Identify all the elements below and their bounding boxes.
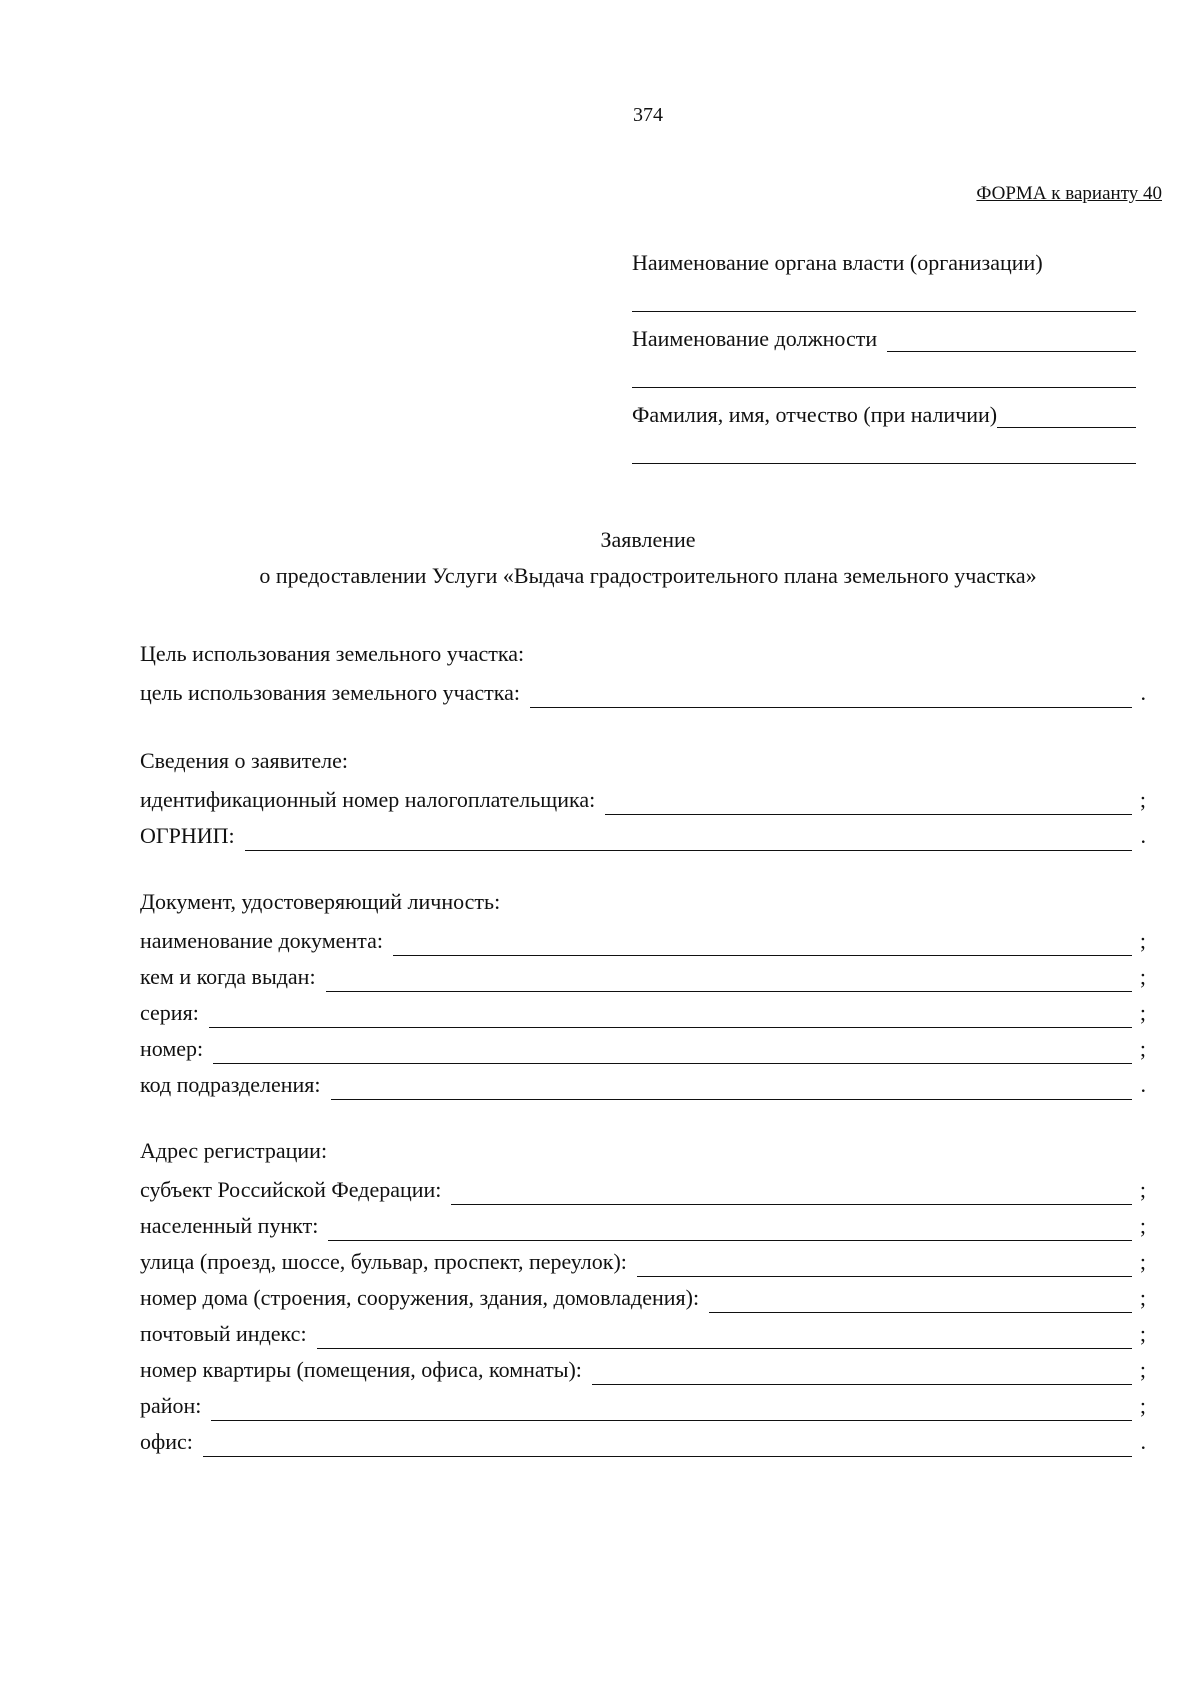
address-section bbox=[140, 1133, 1146, 1457]
office-field[interactable] bbox=[203, 1432, 1132, 1457]
locality-row bbox=[140, 1205, 1146, 1241]
authority-label: Наименование органа власти (организации) bbox=[632, 250, 1043, 275]
field-label: наименование документа: bbox=[140, 928, 383, 953]
field-label: код подразделения: bbox=[140, 1072, 321, 1097]
field-label: субъект Российской Федерации: bbox=[140, 1177, 442, 1202]
authority-field[interactable] bbox=[632, 276, 1136, 312]
line-end-mark: . bbox=[1140, 1429, 1146, 1454]
line-end-mark: ; bbox=[1139, 1000, 1146, 1025]
field-label: улица (проезд, шоссе, бульвар, проспект, переулок): bbox=[140, 1249, 627, 1274]
full-name-field-continued[interactable] bbox=[632, 428, 1136, 464]
line-end-mark: . bbox=[1140, 1072, 1146, 1097]
field-label: номер: bbox=[140, 1036, 204, 1061]
house-field[interactable] bbox=[709, 1288, 1132, 1313]
line-end-mark: ; bbox=[1139, 1213, 1146, 1238]
applicant-section bbox=[140, 743, 1146, 851]
line-end-mark: ; bbox=[1139, 964, 1146, 989]
apartment-field[interactable] bbox=[592, 1360, 1132, 1385]
line-end-mark: ; bbox=[1139, 1285, 1146, 1310]
line-end-mark: ; bbox=[1139, 1357, 1146, 1382]
region-row bbox=[140, 1169, 1146, 1205]
line-end-mark: ; bbox=[1139, 928, 1146, 953]
line-end-mark: ; bbox=[1139, 1393, 1146, 1418]
purpose-field[interactable] bbox=[530, 683, 1132, 708]
field-label: идентификационный номер налогоплательщика: bbox=[140, 787, 596, 812]
number-row bbox=[140, 1028, 1146, 1064]
field-label: номер квартиры (помещения, офиса, комнаты): bbox=[140, 1357, 582, 1382]
document-subtitle: о предоставлении Услуги «Выдача градостроительного плана земельного участка» bbox=[259, 563, 1037, 588]
field-label: район: bbox=[140, 1393, 202, 1418]
full-name-label: Фамилия, имя, отчество (при наличии) bbox=[632, 402, 998, 427]
field-label: серия: bbox=[140, 1000, 199, 1025]
identity-heading: Документ, удостоверяющий личность: bbox=[140, 889, 501, 914]
ogrnip-field[interactable] bbox=[245, 826, 1132, 851]
position-field-continued[interactable] bbox=[632, 352, 1136, 388]
street-row bbox=[140, 1241, 1146, 1277]
doc-name-field[interactable] bbox=[393, 931, 1132, 956]
district-row bbox=[140, 1385, 1146, 1421]
document-title: Заявление bbox=[600, 527, 696, 552]
postcode-field[interactable] bbox=[317, 1324, 1132, 1349]
field-label: кем и когда выдан: bbox=[140, 964, 316, 989]
page-number: 374 bbox=[633, 104, 663, 126]
office-row bbox=[140, 1421, 1146, 1457]
field-label: номер дома (строения, сооружения, здания, домовладения): bbox=[140, 1285, 700, 1310]
issued-by-row bbox=[140, 956, 1146, 992]
full-name-field[interactable] bbox=[997, 405, 1136, 428]
division-code-field[interactable] bbox=[331, 1075, 1132, 1100]
full-name-line bbox=[632, 388, 1136, 428]
inn-field[interactable] bbox=[605, 790, 1132, 815]
field-label: офис: bbox=[140, 1429, 193, 1454]
doc-name-row bbox=[140, 920, 1146, 956]
postcode-row bbox=[140, 1313, 1146, 1349]
field-label: почтовый индекс: bbox=[140, 1321, 307, 1346]
ogrnip-row bbox=[140, 815, 1146, 851]
series-field[interactable] bbox=[209, 1003, 1132, 1028]
address-heading: Адрес регистрации: bbox=[140, 1138, 328, 1163]
line-end-mark: . bbox=[1140, 823, 1146, 848]
applicant-heading: Сведения о заявителе: bbox=[140, 748, 349, 773]
region-field[interactable] bbox=[451, 1180, 1132, 1205]
street-field[interactable] bbox=[637, 1252, 1132, 1277]
house-row bbox=[140, 1277, 1146, 1313]
position-label: Наименование должности bbox=[632, 326, 878, 351]
identity-section bbox=[140, 884, 1146, 1100]
locality-field[interactable] bbox=[328, 1216, 1132, 1241]
line-end-mark: ; bbox=[1139, 1177, 1146, 1202]
line-end-mark: ; bbox=[1139, 1036, 1146, 1061]
purpose-section bbox=[140, 636, 1146, 708]
position-field[interactable] bbox=[887, 329, 1136, 352]
number-field[interactable] bbox=[213, 1039, 1132, 1064]
authority-line bbox=[632, 240, 1136, 276]
field-label: цель использования земельного участка: bbox=[140, 680, 521, 705]
issued-by-field[interactable] bbox=[326, 967, 1132, 992]
field-label: ОГРНИП: bbox=[140, 823, 235, 848]
district-field[interactable] bbox=[211, 1396, 1132, 1421]
line-end-mark: ; bbox=[1139, 1249, 1146, 1274]
purpose-row bbox=[140, 672, 1146, 708]
inn-row bbox=[140, 779, 1146, 815]
line-end-mark: ; bbox=[1139, 1321, 1146, 1346]
apartment-row bbox=[140, 1349, 1146, 1385]
form-reference: ФОРМА к варианту 40 bbox=[976, 183, 1162, 204]
purpose-heading: Цель использования земельного участка: bbox=[140, 641, 525, 666]
position-line bbox=[632, 312, 1136, 352]
addressee-block bbox=[632, 240, 1136, 464]
series-row bbox=[140, 992, 1146, 1028]
line-end-mark: . bbox=[1140, 680, 1146, 705]
field-label: населенный пункт: bbox=[140, 1213, 319, 1238]
line-end-mark: ; bbox=[1139, 787, 1146, 812]
division-code-row bbox=[140, 1064, 1146, 1100]
